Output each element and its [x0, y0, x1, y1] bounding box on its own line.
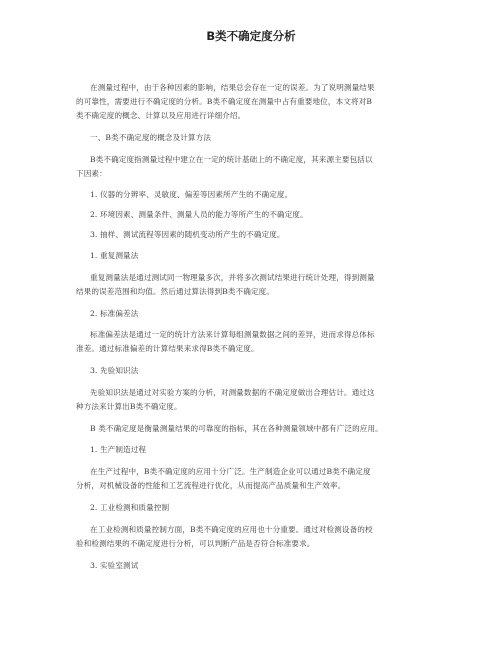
paragraph-line: B 类不确定度是衡量测量结果的可靠度的指标，其在各种测量领域中都有广泛的应用。 — [90, 424, 383, 433]
subheading: 2. 标准偏差法 — [90, 309, 139, 318]
list-item: 1. 仪器的分辨率、灵敏度、偏差等因素所产生的不确定度。 — [90, 190, 293, 199]
document-title: B类不确定度分析 — [206, 29, 296, 43]
section-heading: 一、B类不确定度的概念及计算方法 — [90, 133, 212, 142]
paragraph-line: 种方法来计算出B类不确定度。 — [76, 402, 182, 411]
paragraph-line: 的可靠性，需要进行不确定度的分析。B类不确定度在测量中占有重要地位，本文将对B — [76, 97, 373, 106]
paragraph-line: 验和检测结果的不确定度进行分析，可以判断产品是否符合标准要求。 — [76, 539, 315, 548]
paragraph-line: 在工业检测和质量控制方面，B类不确定度的应用也十分重要。通过对检测设备的校 — [90, 525, 373, 534]
list-item: 2. 环境因素、测量条件、测量人员的能力等所产生的不确定度。 — [90, 210, 308, 219]
paragraph-line: B类不确定度指测量过程中建立在一定的统计基础上的不确定度，其来源主要包括以 — [90, 155, 373, 164]
subheading: 3. 先验知识法 — [90, 366, 139, 375]
paragraph-line: 类不确定度的概念、计算以及应用进行详细介绍。 — [76, 111, 246, 120]
paragraph-line: 准差。通过标准偏差的计算结果来求得B类不确定度。 — [76, 344, 259, 353]
subheading: 3. 实验室测试 — [90, 561, 139, 570]
subheading: 1. 生产制造过程 — [90, 445, 147, 454]
paragraph-line: 下因素： — [76, 169, 107, 178]
subheading: 1. 重复测量法 — [90, 251, 139, 260]
paragraph-line: 重复测量法是通过测试同一物理量多次，并将多次测试结果进行统计处理，得到测量 — [90, 273, 375, 282]
subheading: 2. 工业检测和质量控制 — [90, 503, 170, 512]
paragraph-line: 标准偏差法是通过一定的统计方法来计算每组测量数据之间的差异，进而求得总体标 — [90, 330, 375, 339]
paragraph-line: 分析，对机械设备的性能和工艺流程进行优化，从而提高产品质量和生产效率。 — [76, 481, 346, 490]
paragraph-line: 结果的误差范围和均值。然后通过算法得到B类不确定度。 — [76, 287, 275, 296]
paragraph-line: 在测量过程中，由于各种因素的影响，结果总会存在一定的误差。为了说明测量结果 — [90, 83, 375, 92]
list-item: 3. 抽样、测试流程等因素的随机变动所产生的不确定度。 — [90, 230, 285, 239]
paragraph-line: 在生产过程中，B类不确定度的应用十分广泛。生产制造企业可以通过B类不确定度 — [90, 467, 371, 476]
paragraph-line: 先验知识法是通过对实验方案的分析，对测量数据的不确定度做出合理估计。通过这 — [90, 388, 375, 397]
